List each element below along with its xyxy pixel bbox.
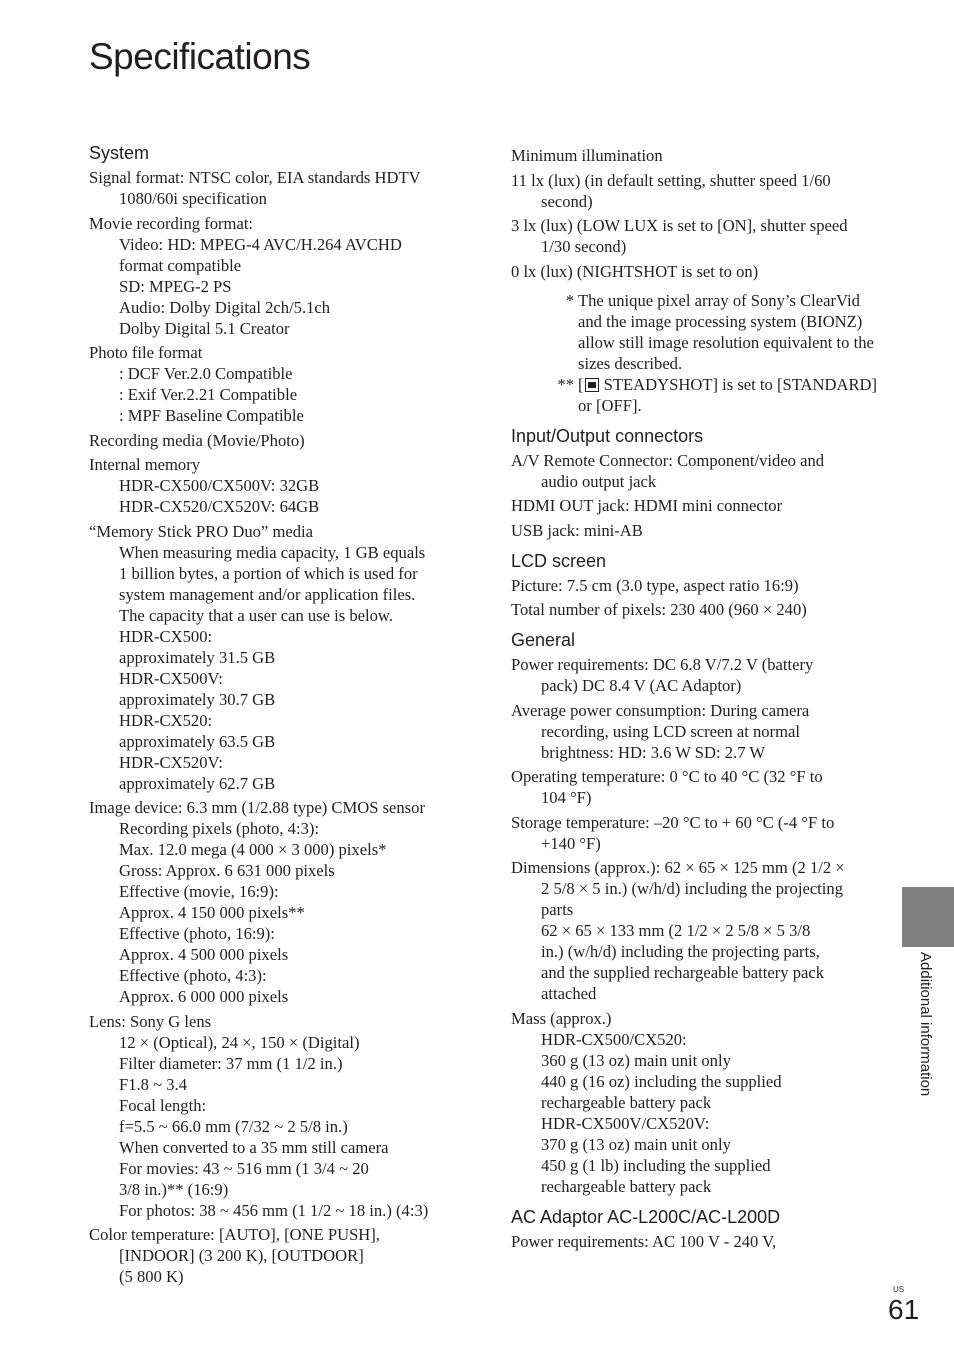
illumination-notes bbox=[556, 290, 886, 416]
spec-entry bbox=[511, 450, 886, 492]
page-title: Specifications bbox=[89, 36, 311, 77]
spec-line: HDMI OUT jack: HDMI mini connector bbox=[511, 496, 783, 515]
spec-line: Picture: 7.5 cm (3.0 type, aspect ratio 16:9) bbox=[511, 575, 799, 595]
spec-entry bbox=[511, 1008, 886, 1197]
spec-line: 1/30 second) bbox=[541, 237, 627, 256]
spec-entry bbox=[511, 261, 886, 282]
spec-line: 450 g (1 lb) including the supplied bbox=[541, 1155, 771, 1175]
spec-line: HDR-CX500V/CX520V: bbox=[541, 1113, 710, 1133]
spec-line: brightness: HD: 3.6 W SD: 2.7 W bbox=[541, 742, 766, 762]
spec-entry bbox=[89, 454, 469, 517]
spec-line: system management and/or application files. bbox=[119, 584, 416, 604]
spec-line: rechargeable battery pack bbox=[541, 1092, 712, 1112]
spec-line: Power requirements: AC 100 V - 240 V, bbox=[511, 1231, 777, 1251]
film-steadyshot-icon bbox=[585, 378, 599, 392]
spec-line: rechargeable battery pack bbox=[541, 1176, 712, 1196]
spec-line: Approx. 6 000 000 pixels bbox=[119, 987, 289, 1006]
footnote-steadyshot-text: STEADYSHOT] is set to [STANDARD] or [OFF]. bbox=[578, 374, 878, 415]
spec-line: approximately 30.7 GB bbox=[119, 689, 276, 709]
spec-line: 11 lx (lux) (in default setting, shutter speed 1/60 bbox=[511, 170, 831, 190]
lcd-entries bbox=[511, 575, 886, 621]
spec-line: Dimensions (approx.): 62 × 65 × 125 mm (2 1/2 × bbox=[511, 858, 845, 877]
left-column bbox=[89, 141, 469, 1295]
spec-line: For photos: 38 ~ 456 mm (1 1/2 ~ 18 in.) (4:3) bbox=[119, 1200, 429, 1220]
spec-entry bbox=[511, 654, 886, 696]
lcd-section bbox=[511, 549, 886, 621]
spec-line: 0 lx (lux) (NIGHTSHOT is set to on) bbox=[511, 261, 759, 281]
spec-line: f=5.5 ~ 66.0 mm (7/32 ~ 2 5/8 in.) bbox=[119, 1116, 348, 1136]
spec-line: Approx. 4 150 000 pixels** bbox=[119, 903, 305, 922]
ac-adaptor-entries bbox=[511, 1231, 886, 1252]
spec-line: 440 g (16 oz) including the supplied bbox=[541, 1071, 782, 1091]
spec-entry bbox=[511, 857, 886, 1004]
right-column bbox=[511, 145, 886, 1260]
io-heading: Input/Output connectors bbox=[511, 425, 704, 446]
spec-line: parts bbox=[541, 900, 574, 919]
spec-line: 3 lx (lux) (LOW LUX is set to [ON], shutter speed bbox=[511, 216, 848, 235]
spec-line: approximately 31.5 GB bbox=[119, 647, 276, 667]
spec-line: Lens: Sony G lens bbox=[89, 1011, 212, 1031]
spec-line: Image device: 6.3 mm (1/2.88 type) CMOS sensor bbox=[89, 798, 425, 817]
footnote-double-asterisk bbox=[556, 374, 886, 416]
spec-entry bbox=[89, 1011, 469, 1221]
footnote-single-asterisk bbox=[556, 290, 886, 374]
spec-line: 104 °F) bbox=[541, 788, 592, 807]
spec-line: HDR-CX500V: bbox=[119, 668, 223, 688]
spec-line: Signal format: NTSC color, EIA standards HDTV bbox=[89, 168, 421, 187]
spec-line: Effective (photo, 4:3): bbox=[119, 966, 267, 985]
spec-line: 1080/60i specification bbox=[119, 189, 267, 208]
spec-line: HDR-CX520V: bbox=[119, 752, 223, 772]
spec-entry bbox=[89, 342, 469, 426]
spec-entry bbox=[89, 521, 469, 794]
system-heading: System bbox=[89, 143, 150, 163]
spec-line: second) bbox=[541, 191, 593, 211]
spec-entry bbox=[511, 766, 886, 808]
spec-line: attached bbox=[541, 984, 597, 1003]
spec-line: 2 5/8 × 5 in.) (w/h/d) including the projecting bbox=[541, 879, 844, 898]
spec-line: HDR-CX500/CX500V: 32GB bbox=[119, 476, 320, 495]
spec-entry bbox=[89, 430, 469, 451]
spec-entry bbox=[89, 1224, 469, 1287]
spec-line: Color temperature: [AUTO], [ONE PUSH], bbox=[89, 1225, 380, 1244]
spec-line: pack) DC 8.4 V (AC Adaptor) bbox=[541, 676, 742, 695]
page-number: 61 bbox=[888, 1294, 920, 1325]
spec-line: 370 g (13 oz) main unit only bbox=[541, 1134, 731, 1154]
illumination-entries bbox=[511, 145, 886, 282]
spec-entry bbox=[511, 520, 886, 541]
spec-line: A/V Remote Connector: Component/video and bbox=[511, 450, 825, 470]
spec-line: Video: HD: MPEG-4 AVC/H.264 AVCHD bbox=[119, 234, 402, 254]
general-entries bbox=[511, 654, 886, 1197]
footnote-mark: * bbox=[565, 290, 574, 310]
spec-line: Average power consumption: During camera bbox=[511, 700, 810, 720]
section-tab-label: Additional information bbox=[917, 952, 934, 1097]
spec-line: Gross: Approx. 6 631 000 pixels bbox=[119, 861, 335, 880]
spec-line: “Memory Stick PRO Duo” media bbox=[89, 521, 313, 541]
spec-entry bbox=[89, 213, 469, 339]
ac-adaptor-heading: AC Adaptor AC-L200C/AC-L200D bbox=[511, 1206, 781, 1227]
footnote-mark: ** bbox=[557, 374, 574, 394]
spec-line: Internal memory bbox=[89, 455, 201, 474]
spec-line: Power requirements: DC 6.8 V/7.2 V (battery bbox=[511, 655, 814, 674]
spec-line: : Exif Ver.2.21 Compatible bbox=[119, 385, 298, 404]
spec-line: Focal length: bbox=[119, 1095, 207, 1115]
spec-line: in.) (w/h/d) including the projecting parts, bbox=[541, 942, 820, 961]
spec-line: HDR-CX500/CX520: bbox=[541, 1029, 687, 1049]
spec-line: Movie recording format: bbox=[89, 213, 254, 233]
spec-line: HDR-CX500: bbox=[119, 626, 213, 646]
spec-line: Recording pixels (photo, 4:3): bbox=[119, 819, 320, 838]
lcd-heading: LCD screen bbox=[511, 550, 607, 571]
spec-line: format compatible bbox=[119, 255, 242, 275]
spec-line: Dolby Digital 5.1 Creator bbox=[119, 318, 290, 338]
system-section bbox=[89, 141, 469, 1287]
spec-line: For movies: 43 ~ 516 mm (1 3/4 ~ 20 bbox=[119, 1158, 369, 1178]
general-heading: General bbox=[511, 630, 576, 650]
spec-line: Approx. 4 500 000 pixels bbox=[119, 945, 289, 964]
spec-entry bbox=[511, 215, 886, 257]
spec-line: audio output jack bbox=[541, 471, 657, 491]
ac-adaptor-section bbox=[511, 1205, 886, 1252]
spec-line: 3/8 in.)** (16:9) bbox=[119, 1179, 229, 1199]
spec-line: F1.8 ~ 3.4 bbox=[119, 1074, 187, 1094]
spec-line: Audio: Dolby Digital 2ch/5.1ch bbox=[119, 297, 331, 317]
spec-entry bbox=[511, 812, 886, 854]
spec-entry bbox=[511, 700, 886, 763]
spec-line: Mass (approx.) bbox=[511, 1008, 612, 1028]
spec-entry bbox=[89, 167, 469, 209]
spec-line: Max. 12.0 mega (4 000 × 3 000) pixels* bbox=[119, 840, 387, 859]
spec-line: Storage temperature: –20 °C to + 60 °C (-4 °F to bbox=[511, 812, 835, 832]
spec-line: HDR-CX520: bbox=[119, 710, 213, 730]
spec-line: +140 °F) bbox=[541, 833, 601, 853]
spec-line: recording, using LCD screen at normal bbox=[541, 721, 800, 741]
spec-line: : DCF Ver.2.0 Compatible bbox=[119, 364, 293, 383]
io-entries bbox=[511, 450, 886, 541]
spec-line: SD: MPEG-2 PS bbox=[119, 276, 232, 296]
spec-line: Effective (photo, 16:9): bbox=[119, 924, 275, 943]
spec-line: Filter diameter: 37 mm (1 1/2 in.) bbox=[119, 1053, 343, 1073]
section-tab-marker bbox=[902, 887, 954, 947]
spec-line: When converted to a 35 mm still camera bbox=[119, 1137, 389, 1157]
spec-entry bbox=[511, 495, 886, 516]
spec-entry bbox=[89, 797, 469, 1007]
general-section bbox=[511, 628, 886, 1197]
spec-line: and the supplied rechargeable battery pack bbox=[541, 963, 825, 982]
spec-entry bbox=[511, 1231, 886, 1252]
spec-line: USB jack: mini-AB bbox=[511, 520, 643, 540]
spec-entry bbox=[511, 599, 886, 620]
illumination-section bbox=[511, 145, 886, 416]
io-section bbox=[511, 424, 886, 541]
system-entries bbox=[89, 167, 469, 1287]
spec-line: Minimum illumination bbox=[511, 146, 663, 165]
spec-line: approximately 63.5 GB bbox=[119, 731, 276, 751]
spec-line: 62 × 65 × 133 mm (2 1/2 × 2 5/8 × 5 3/8 bbox=[541, 921, 811, 940]
spec-line: [INDOOR] (3 200 K), [OUTDOOR] bbox=[119, 1246, 364, 1265]
spec-line: 360 g (13 oz) main unit only bbox=[541, 1050, 731, 1070]
spec-line: : MPF Baseline Compatible bbox=[119, 406, 304, 425]
spec-line: Recording media (Movie/Photo) bbox=[89, 430, 305, 450]
spec-line: (5 800 K) bbox=[119, 1267, 184, 1286]
spec-line: 1 billion bytes, a portion of which is used for bbox=[119, 563, 418, 583]
spec-line: Photo file format bbox=[89, 343, 203, 362]
spec-line: When measuring media capacity, 1 GB equals bbox=[119, 542, 426, 562]
spec-line: HDR-CX520/CX520V: 64GB bbox=[119, 497, 320, 516]
footnote-text: The unique pixel array of Sony’s ClearVid and the image processing system (BIONZ) allow still image resolution equivalent to the sizes described. bbox=[578, 290, 874, 373]
region-code: US bbox=[893, 1285, 905, 1294]
spec-entry bbox=[511, 575, 886, 596]
spec-line: 12 × (Optical), 24 ×, 150 × (Digital) bbox=[119, 1032, 360, 1052]
spec-line: approximately 62.7 GB bbox=[119, 773, 276, 793]
footnote-text bbox=[578, 374, 886, 416]
footnote-bracket: [ bbox=[578, 374, 584, 394]
spec-entry bbox=[511, 145, 886, 166]
spec-entry bbox=[511, 170, 886, 212]
spec-line: Total number of pixels: 230 400 (960 × 240) bbox=[511, 600, 807, 619]
spec-line: Operating temperature: 0 °C to 40 °C (32 °F to bbox=[511, 767, 823, 786]
spec-line: The capacity that a user can use is below. bbox=[119, 605, 393, 625]
spec-line: Effective (movie, 16:9): bbox=[119, 882, 279, 901]
